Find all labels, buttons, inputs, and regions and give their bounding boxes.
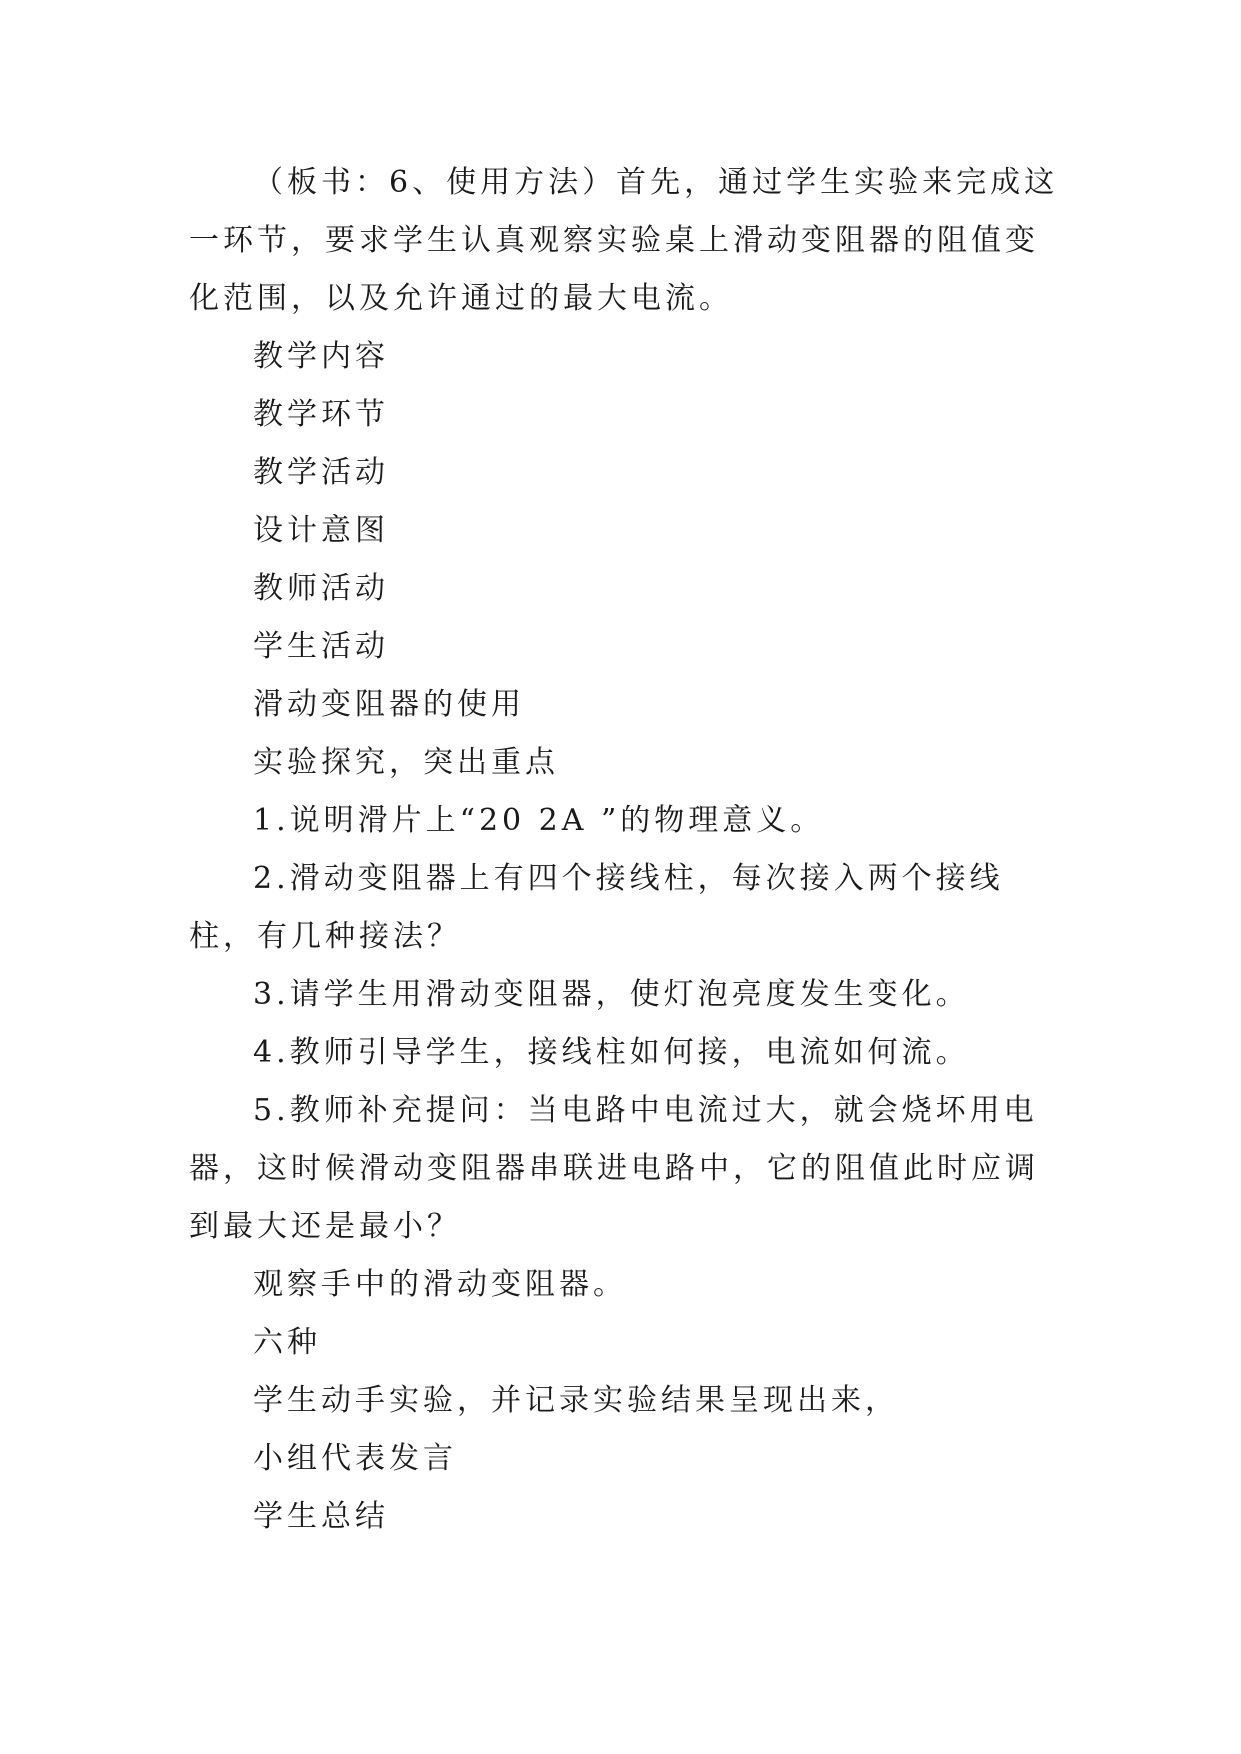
paragraph-group-speech: 小组代表发言: [253, 1441, 457, 1476]
paragraph-teacher-activity: 教师活动: [253, 571, 389, 606]
paragraph-item-2: 2.滑动变阻器上有四个接线柱，每次接入两个接线柱，有几种接法？: [189, 861, 1004, 954]
paragraph-rheostat-use: 滑动变阻器的使用: [253, 687, 525, 722]
paragraph-student-summary: 学生总结: [253, 1499, 389, 1534]
paragraph-intro: （板书：6、使用方法）首先，通过学生实验来完成这一环节，要求学生认真观察实验桌上滑动变阻器的阻值变化范围，以及允许通过的最大电流。: [189, 165, 1059, 316]
paragraph-teaching-step: 教学环节: [253, 397, 389, 432]
paragraph-item-4: 4.教师引导学生，接线柱如何接，电流如何流。: [253, 1035, 970, 1070]
paragraph-experiment-inquiry: 实验探究，突出重点: [253, 745, 559, 780]
paragraph-teaching-content: 教学内容: [253, 339, 389, 374]
paragraph-teaching-activity: 教学活动: [253, 455, 389, 490]
paragraph-student-activity: 学生活动: [253, 629, 389, 664]
document-body: [189, 154, 1059, 1546]
paragraph-design-intent: 设计意图: [253, 513, 389, 548]
paragraph-six-kinds: 六种: [253, 1325, 321, 1360]
paragraph-item-3: 3.请学生用滑动变阻器，使灯泡亮度发生变化。: [253, 977, 970, 1012]
paragraph-item-5: 5.教师补充提问：当电路中电流过大，就会烧坏用电器，这时候滑动变阻器串联进电路中，它的阻值此时应调到最大还是最小？: [189, 1093, 1039, 1244]
paragraph-observe: 观察手中的滑动变阻器。: [253, 1267, 627, 1302]
paragraph-item-1: 1.说明滑片上“20 2A ”的物理意义。: [253, 803, 825, 838]
paragraph-hands-on: 学生动手实验，并记录实验结果呈现出来，: [253, 1383, 899, 1418]
